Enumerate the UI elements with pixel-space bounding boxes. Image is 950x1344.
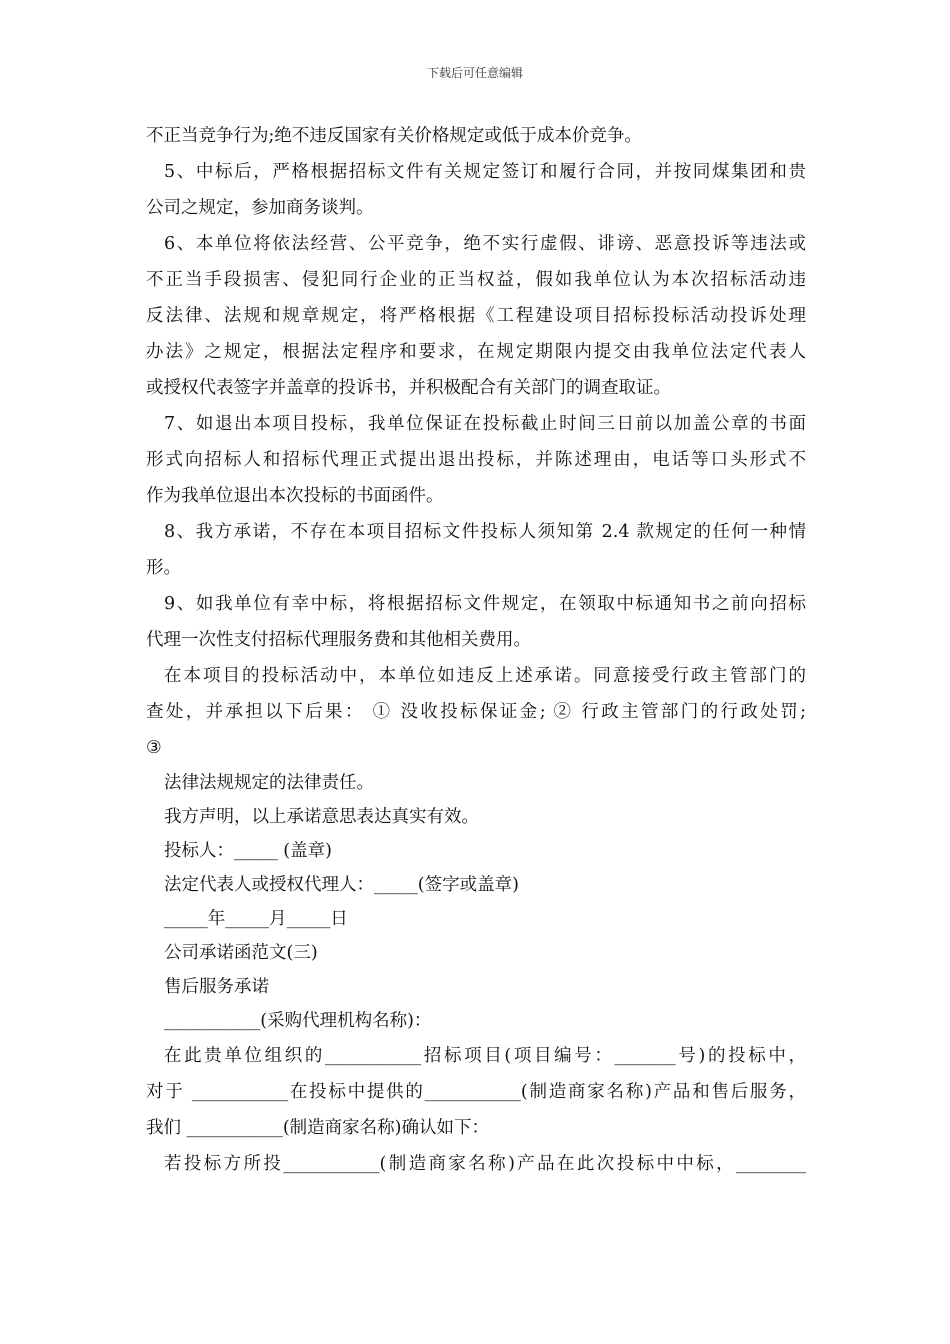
date-line: _____年_____月_____日 bbox=[164, 909, 348, 929]
service-commitment-line: 若投标方所投___________(制造商家名称)产品在此次投标中中标，________ bbox=[164, 1154, 806, 1174]
service-commitment-line: 在此贵单位组织的___________招标项目(项目编号：_______号)的投标中， bbox=[164, 1046, 806, 1066]
clause-7-line: 作为我单位退出本次投标的书面函件。 bbox=[146, 486, 444, 506]
clause-7-line: 7、如退出本项目投标，我单位保证在投标截止时间三日前以加盖公章的书面 bbox=[164, 414, 806, 434]
page-header: 下载后可任意编辑 bbox=[426, 66, 523, 80]
clause-9-line: 9、如我单位有幸中标，将根据招标文件规定，在领取中标通知书之前向招标 bbox=[164, 594, 806, 614]
clause-6-line: 不正当手段损害、侵犯同行企业的正当权益，假如我单位认为本次招标活动违 bbox=[146, 270, 806, 290]
paragraph-line: 不正当竞争行为;绝不违反国家有关价格规定或低于成本价竞争。 bbox=[146, 126, 642, 146]
declaration-line: 我方声明，以上承诺意思表达真实有效。 bbox=[164, 807, 479, 827]
clause-5-line: 公司之规定，参加商务谈判。 bbox=[146, 198, 374, 218]
consequence-line: 在本项目的投标活动中，本单位如违反上述承诺。同意接受行政主管部门的 bbox=[164, 666, 806, 686]
section-title: 公司承诺函范文(三) bbox=[164, 943, 318, 963]
service-commitment-line: 我们 ___________(制造商家名称)确认如下： bbox=[146, 1118, 489, 1138]
addressee-line: ___________(采购代理机构名称)： bbox=[164, 1011, 432, 1031]
consequence-line: 法律法规规定的法律责任。 bbox=[164, 773, 374, 793]
representative-signature-line: 法定代表人或授权代理人：_____(签字或盖章) bbox=[164, 875, 519, 895]
clause-6-line: 办法》之规定，根据法定程序和要求，在规定期限内提交由我单位法定代表人 bbox=[146, 342, 806, 362]
consequence-line: ③ bbox=[146, 738, 162, 758]
clause-7-line: 形式向招标人和招标代理正式提出退出投标，并陈述理由，电话等口头形式不 bbox=[146, 450, 806, 470]
clause-9-line: 代理一次性支付招标代理服务费和其他相关费用。 bbox=[146, 630, 531, 650]
section-subtitle: 售后服务承诺 bbox=[164, 977, 269, 997]
clause-8-line: 8、我方承诺，不存在本项目招标文件投标人须知第 2.4 款规定的任何一种情 bbox=[164, 522, 806, 542]
clause-6-line: 6、本单位将依法经营、公平竞争，绝不实行虚假、诽谤、恶意投诉等违法或 bbox=[164, 234, 806, 254]
service-commitment-line: 对于 ___________在投标中提供的___________(制造商家名称)产品和售后服务， bbox=[146, 1082, 806, 1102]
bidder-signature-line: 投标人：_____ (盖章) bbox=[164, 841, 332, 861]
clause-6-line: 或授权代表签字并盖章的投诉书，并积极配合有关部门的调查取证。 bbox=[146, 378, 671, 398]
clause-8-line: 形。 bbox=[146, 558, 181, 578]
clause-6-line: 反法律、法规和规章规定，将严格根据《工程建设项目招标投标活动投诉处理 bbox=[146, 306, 806, 326]
clause-5-line: 5、中标后，严格根据招标文件有关规定签订和履行合同，并按同煤集团和贵 bbox=[164, 162, 806, 182]
document-body bbox=[146, 118, 806, 1182]
consequence-line: 查处，并承担以下后果： ① 没收投标保证金; ② 行政主管部门的行政处罚; bbox=[146, 702, 806, 722]
